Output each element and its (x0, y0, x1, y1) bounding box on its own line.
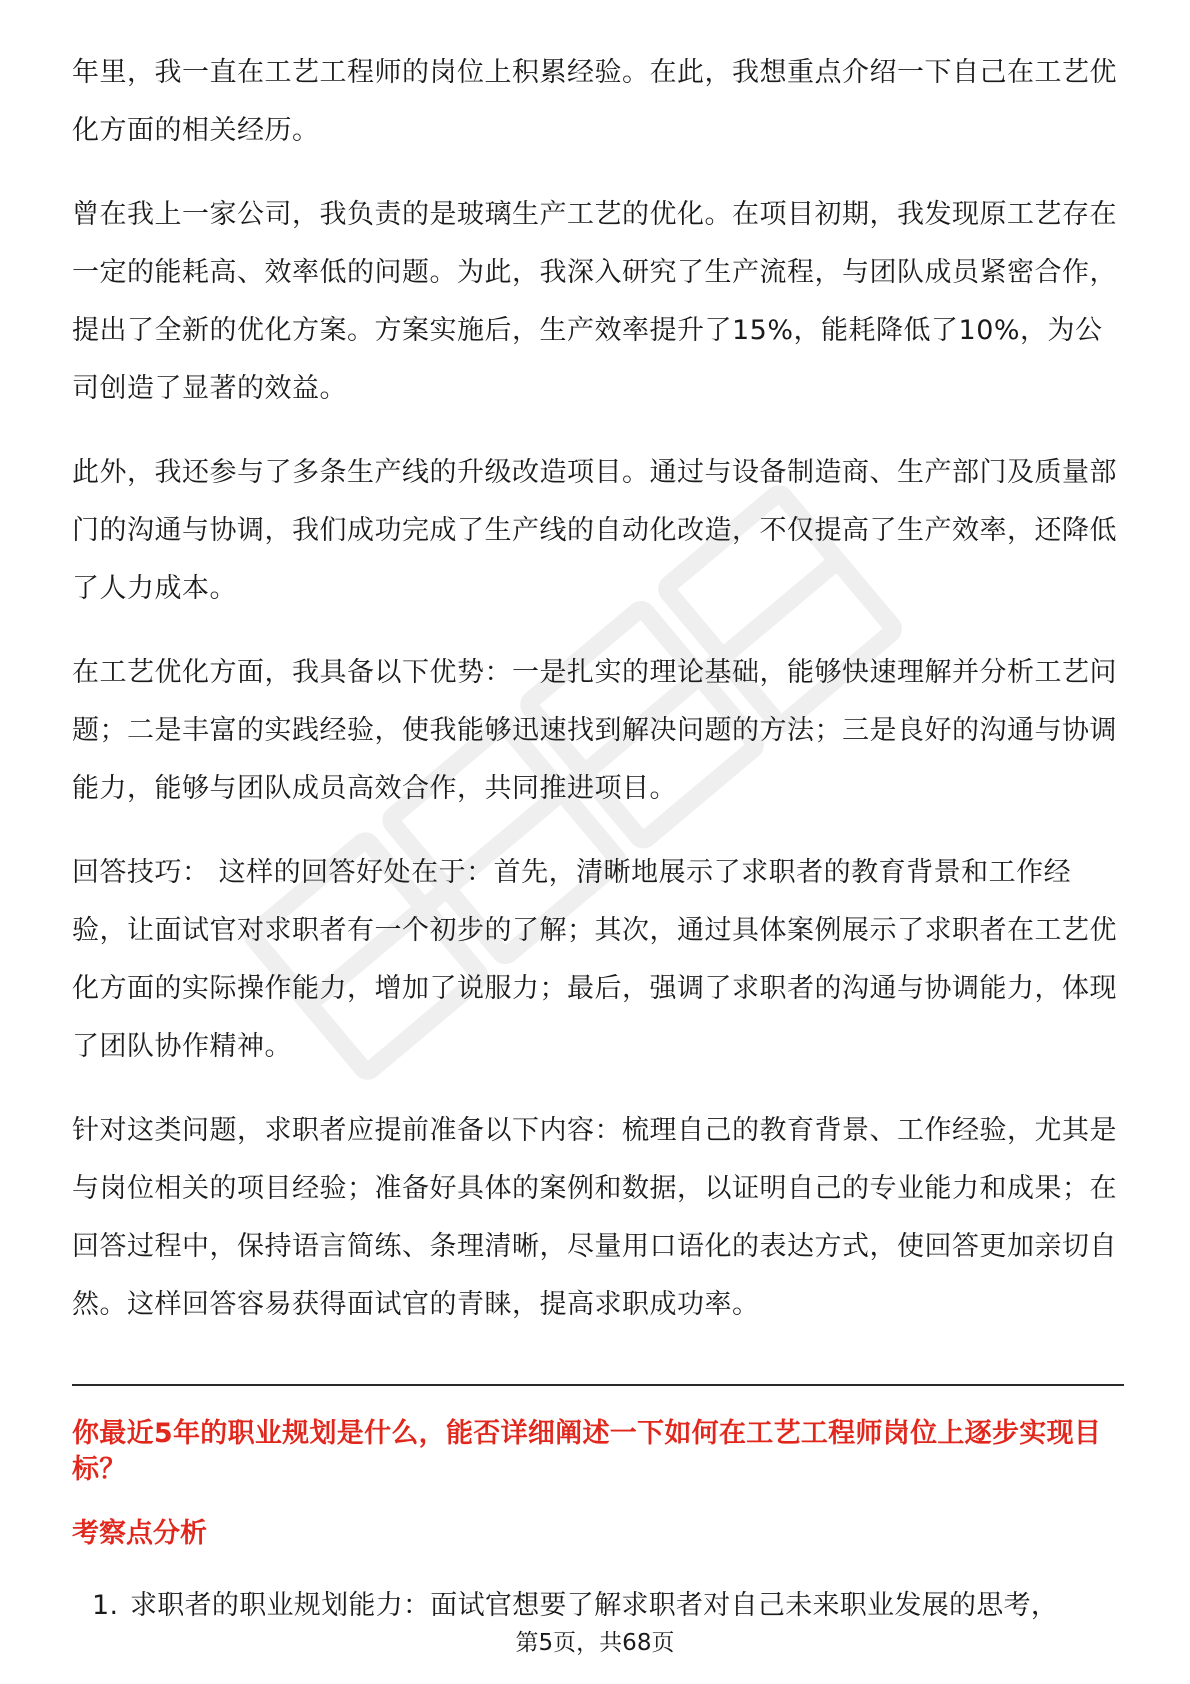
section-title: 考察点分析 (72, 1518, 207, 1549)
list-number: 1. (92, 1590, 119, 1621)
section-divider (72, 1384, 1124, 1386)
paragraph-3: 此外，我还参与了多条生产线的升级改造项目。通过与设备制造商、生产部门及质量部门的沟通与协调，我们成功完成了生产线的自动化改造，不仅提高了生产效率，还降低了人力成本。 (72, 457, 1117, 604)
list-text: 求职者的职业规划能力：面试官想要了解求职者对自己未来职业发展的思考， (130, 1590, 1059, 1621)
page-footer: 第5页，共68页 (515, 1630, 675, 1656)
interview-question: 你最近5年的职业规划是什么，能否详细阐述一下如何在工艺工程师岗位上逐步实现目标？ (72, 1418, 1102, 1485)
list-item (72, 1586, 1124, 1626)
paragraph-1: 年里，我一直在工艺工程师的岗位上积累经验。在此，我想重点介绍一下自己在工艺优化方面的相关经历。 (72, 57, 1117, 146)
paragraph-6: 针对这类问题，求职者应提前准备以下内容：梳理自己的教育背景、工作经验，尤其是与岗位相关的项目经验；准备好具体的案例和数据，以证明自己的专业能力和成果；在回答过程中，保持语言简练、条理清晰，尽量用口语化的表达方式，使回答更加亲切自然。这样回答容易获得面试官的青睐，提高求职成功率。 (72, 1115, 1117, 1320)
document-body (72, 44, 1124, 1626)
paragraph-5: 回答技巧： 这样的回答好处在于：首先，清晰地展示了求职者的教育背景和工作经验，让面试官对求职者有一个初步的了解；其次，通过具体案例展示了求职者在工艺优化方面的实际操作能力，增加了说服力；最后，强调了求职者的沟通与协调能力，体现了团队协作精神。 (72, 857, 1117, 1062)
paragraph-4: 在工艺优化方面，我具备以下优势：一是扎实的理论基础，能够快速理解并分析工艺问题；二是丰富的实践经验，使我能够迅速找到解决问题的方法；三是良好的沟通与协调能力，能够与团队成员高效合作，共同推进项目。 (72, 657, 1117, 804)
paragraph-2: 曾在我上一家公司，我负责的是玻璃生产工艺的优化。在项目初期，我发现原工艺存在一定的能耗高、效率低的问题。为此，我深入研究了生产流程，与团队成员紧密合作，提出了全新的优化方案。方案实施后，生产效率提升了15%，能耗降低了10%，为公司创造了显著的效益。 (72, 199, 1117, 404)
